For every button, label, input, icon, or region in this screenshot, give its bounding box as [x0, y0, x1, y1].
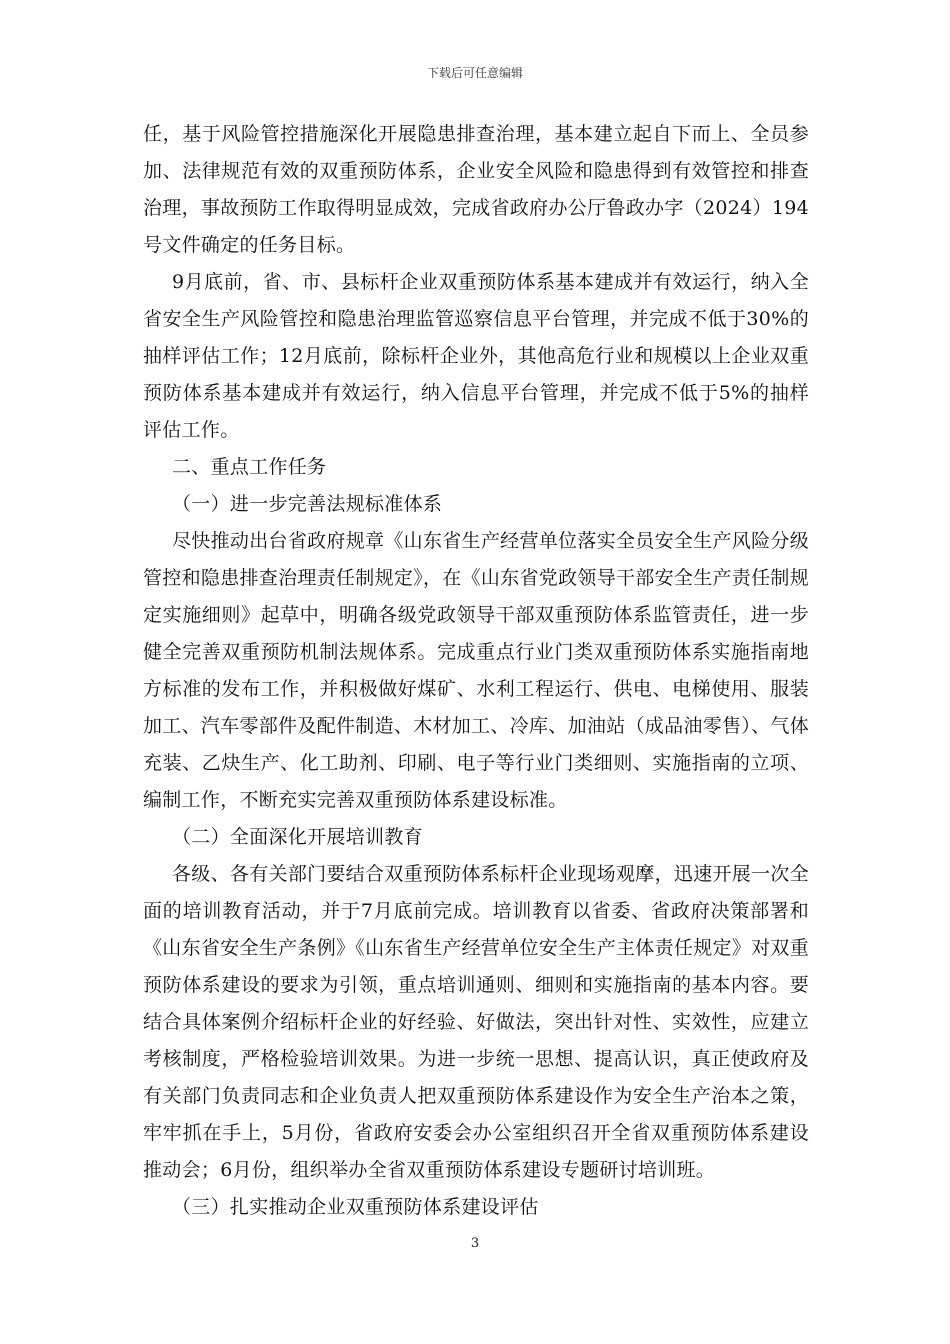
- subsection-heading-1: （一）进一步完善法规标准体系: [172, 493, 443, 515]
- document-body: [143, 116, 809, 1226]
- page-header: 下载后可任意编辑: [426, 66, 523, 80]
- page-number: 3: [470, 1236, 480, 1251]
- subsection-heading-3: （三）扎实推动企业双重预防体系建设评估: [172, 1196, 539, 1218]
- paragraph-training: 各级、各有关部门要结合双重预防体系标杆企业现场观摩，迅速开展一次全面的培训教育活动，并于7月底前完成。培训教育以省委、省政府决策部署和《山东省安全生产条例》《山东省生产经营单位安全生产主体责任规定》对双重预防体系建设的要求为引领，重点培训通则、细则和实施指南的基本内容。要结合具体案例介绍标杆企业的好经验、好做法，突出针对性、实效性，应建立考核制度，严格检验培训效果。为进一步统一思想、提高认识，真正使政府及有关部门负责同志和企业负责人把双重预防体系建设作为安全生产治本之策，牢牢抓在手上，5月份，省政府安委会办公室组织召开全省双重预防体系建设推动会；6月份，组织举办全省双重预防体系建设专题研讨培训班。: [143, 863, 810, 1181]
- paragraph-continuation: 任，基于风险管控措施深化开展隐患排查治理，基本建立起自下而上、全员参加、法律规范有效的双重预防体系，企业安全风险和隐患得到有效管控和排查治理，事故预防工作取得明显成效，完成省政府办公厅鲁政办字（2024）194号文件确定的任务目标。: [143, 123, 809, 256]
- paragraph-deadlines: 9月底前，省、市、县标杆企业双重预防体系基本建成并有效运行，纳入全省安全生产风险管控和隐患治理监管巡察信息平台管理，并完成不低于30%的抽样评估工作；12月底前，除标杆企业外，其他高危行业和规模以上企业双重预防体系基本建成并有效运行，纳入信息平台管理，并完成不低于5%的抽样评估工作。: [143, 271, 809, 441]
- paragraph-regulations: 尽快推动出台省政府规章《山东省生产经营单位落实全员安全生产风险分级管控和隐患排查治理责任制规定》，在《山东省党政领导干部安全生产责任制规定实施细则》起草中，明确各级党政领导干部双重预防体系监管责任，进一步健全完善双重预防机制法规体系。完成重点行业门类双重预防体系实施指南地方标准的发布工作，并积极做好煤矿、水利工程运行、供电、电梯使用、服装加工、汽车零部件及配件制造、木材加工、冷库、加油站（成品油零售）、气体充装、乙炔生产、化工助剂、印刷、电子等行业门类细则、实施指南的立项、编制工作，不断充实完善双重预防体系建设标准。: [143, 530, 810, 811]
- subsection-heading-2: （二）全面深化开展培训教育: [172, 826, 423, 848]
- section-heading-key-tasks: 二、重点工作任务: [172, 456, 327, 478]
